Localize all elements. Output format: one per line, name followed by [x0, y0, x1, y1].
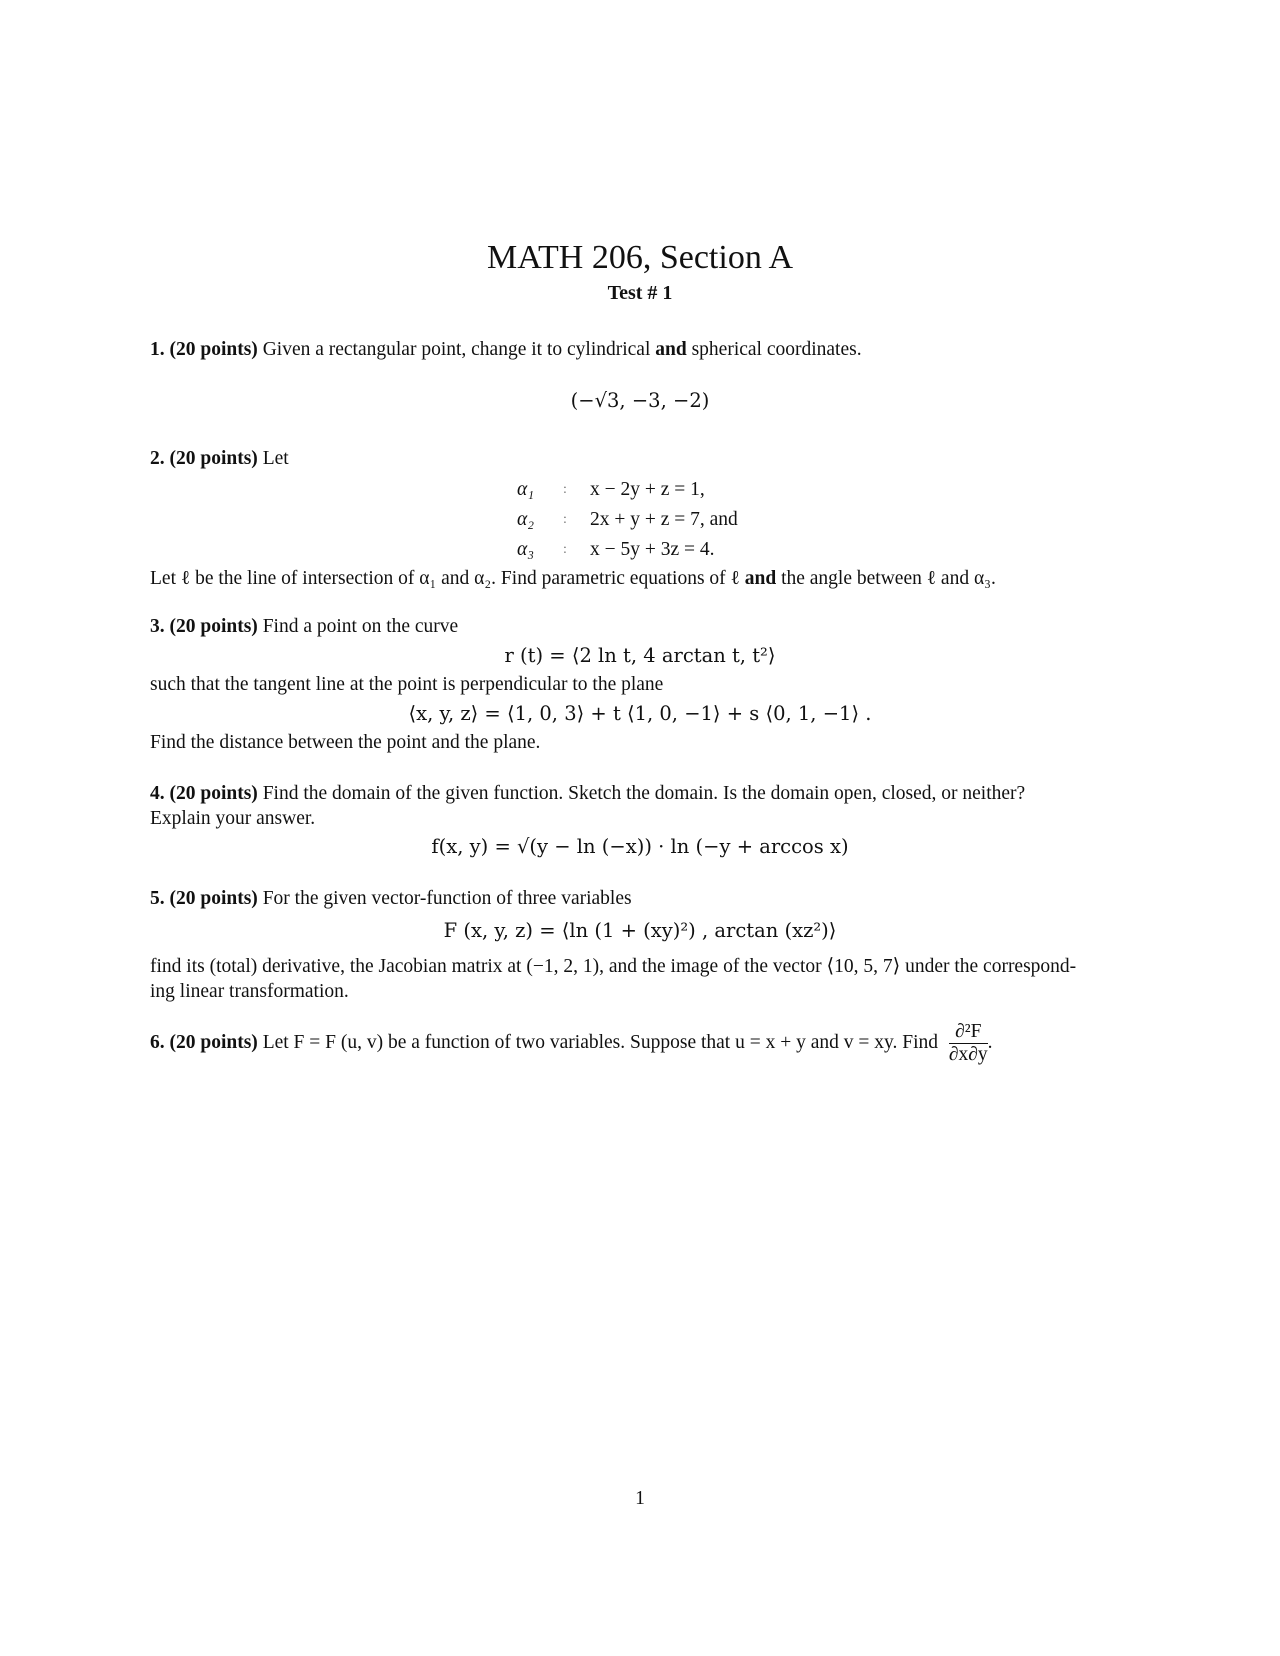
- problem-3-outro-text: Find the distance between the point and the plane.: [150, 732, 541, 753]
- plane-label: α₂: [517, 509, 535, 530]
- problem-6-statement: [150, 1018, 1130, 1068]
- page-number: 1: [635, 1488, 645, 1509]
- problem-4-text-line1: Find the domain of the given function. Sketch the domain. Is the domain open, closed, or neither?: [262, 783, 1026, 804]
- problem-3-number: 3.: [150, 616, 165, 637]
- problem-2-intro: Let: [262, 448, 289, 469]
- fraction-numerator: ∂²F: [949, 1021, 988, 1044]
- problem-2-text-a: Let ℓ be the line of intersection of α₁ and α₂. Find parametric equations of ℓ: [150, 568, 740, 589]
- plane-label: α₁: [517, 479, 535, 500]
- page-subtitle: Test # 1: [607, 282, 673, 304]
- problem-6-points: (20 points): [169, 1032, 258, 1053]
- problem-1-bold-word: and: [655, 339, 687, 360]
- problem-5-text-line1: find its (total) derivative, the Jacobian matrix at (−1, 2, 1), and the image of the vector ⟨10, 5, 7⟩ under the correspond-: [150, 956, 1077, 977]
- problem-5-intro-line: [150, 886, 1130, 911]
- plane-equation: 2x + y + z = 7, and: [590, 509, 738, 530]
- problem-1-equation: (−√3, −3, −2): [570, 389, 710, 412]
- partial-derivative-fraction: [949, 1021, 988, 1066]
- problem-6-number: 6.: [150, 1032, 165, 1053]
- plane-equation: x − 2y + z = 1,: [590, 479, 705, 500]
- problem-4-number: 4.: [150, 783, 165, 804]
- problem-2-points: (20 points): [169, 448, 258, 469]
- problem-1-text-b: spherical coordinates.: [691, 339, 862, 360]
- problem-3-plane-equation: ⟨x, y, z⟩ = ⟨1, 0, 3⟩ + t ⟨1, 0, −1⟩ + s ⟨0, 1, −1⟩ .: [408, 702, 872, 725]
- plane-label: α₃: [517, 539, 535, 560]
- colon-separator: :: [563, 482, 567, 497]
- problem-2-text-b: the angle between ℓ and α₃.: [781, 568, 996, 589]
- colon-separator: :: [563, 542, 567, 557]
- problem-1-statement: [150, 337, 1130, 362]
- problem-5-text-line2: ing linear transformation.: [150, 981, 349, 1002]
- problem-6-end: .: [987, 1032, 993, 1053]
- problem-3-points: (20 points): [169, 616, 258, 637]
- fraction-denominator: ∂x∂y: [948, 1044, 988, 1066]
- problem-2-intro-line: [150, 446, 1130, 471]
- problem-4-text-line2: Explain your answer.: [150, 808, 316, 829]
- problem-5-number: 5.: [150, 888, 165, 909]
- problem-3-curve-equation: r (t) = ⟨2 ln t, 4 arctan t, t²⟩: [504, 644, 776, 667]
- colon-separator: :: [563, 512, 567, 527]
- problem-2-bold-word: and: [744, 568, 777, 589]
- problem-2-question: [150, 566, 1130, 591]
- problem-1-number: 1.: [150, 339, 165, 360]
- problem-3-intro: Find a point on the curve: [262, 616, 459, 637]
- problem-4-points: (20 points): [169, 783, 258, 804]
- problem-5-points: (20 points): [169, 888, 258, 909]
- problem-3-intro-line: [150, 614, 1130, 639]
- problem-3-middle-text: such that the tangent line at the point is perpendicular to the plane: [150, 674, 664, 695]
- problem-2-number: 2.: [150, 448, 165, 469]
- problem-1-points: (20 points): [169, 339, 258, 360]
- problem-4-statement: [150, 781, 1130, 806]
- problem-5-intro: For the given vector-function of three variables: [262, 888, 632, 909]
- page-title: MATH 206, Section A: [487, 239, 793, 276]
- problem-5-vector-function: F (x, y, z) = ⟨ln (1 + (xy)²) , arctan (xz²)⟩: [443, 919, 837, 942]
- problem-4-function-equation: f(x, y) = √(y − ln (−x)) · ln (−y + arccos x): [431, 835, 849, 858]
- problem-1-text-a: Given a rectangular point, change it to cylindrical: [262, 339, 651, 360]
- plane-equation: x − 5y + 3z = 4.: [590, 539, 715, 560]
- problem-6-text: Let F = F (u, v) be a function of two variables. Suppose that u = x + y and v = xy. Find: [262, 1032, 938, 1053]
